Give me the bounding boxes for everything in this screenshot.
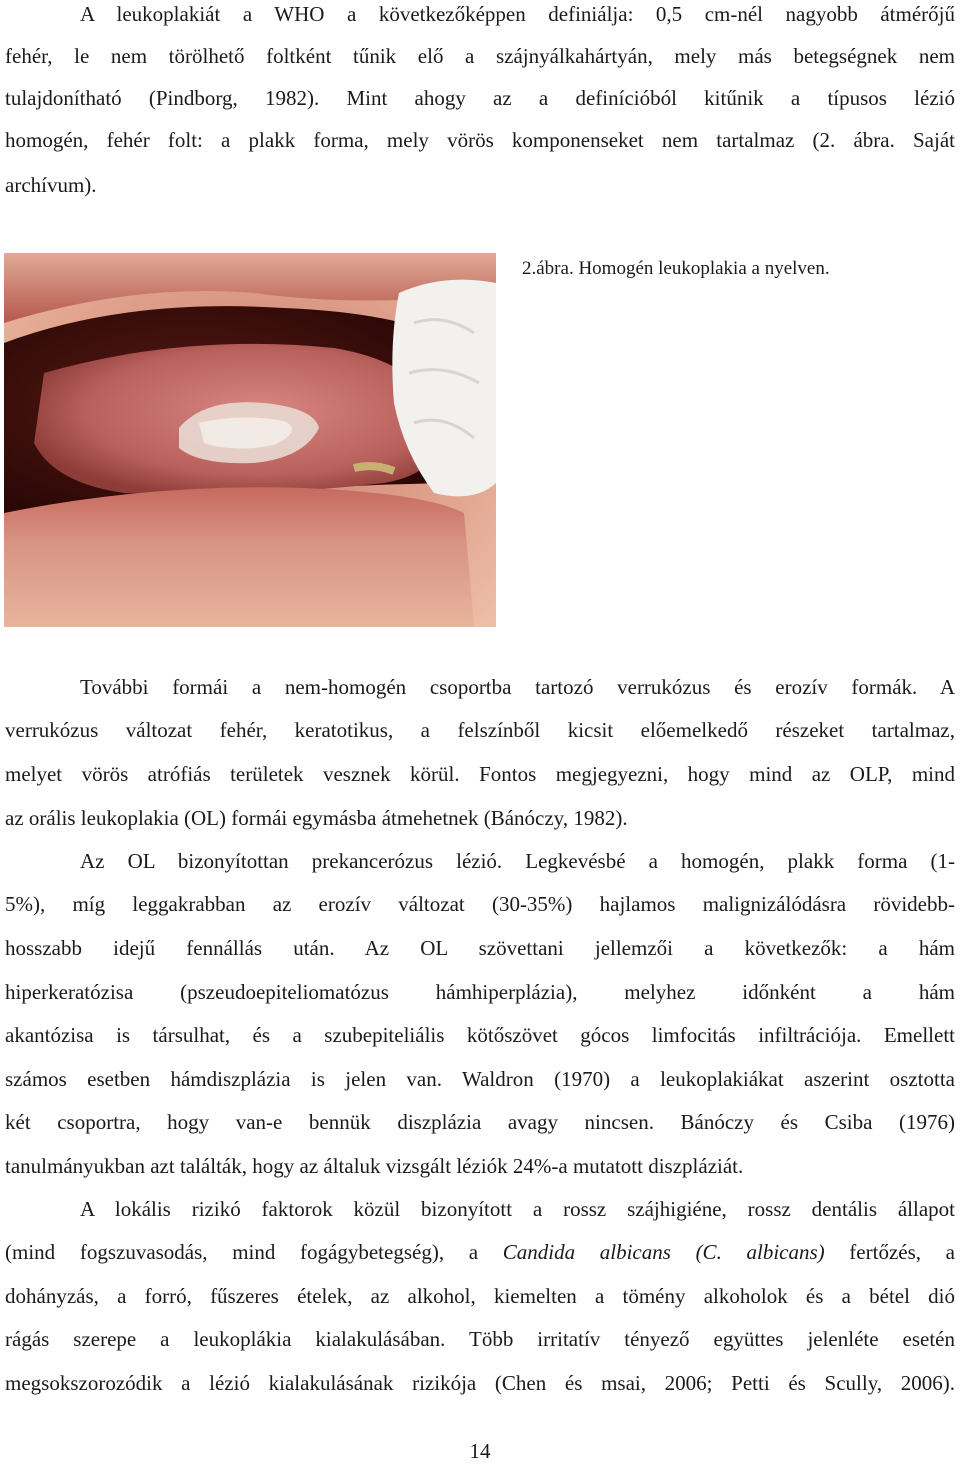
paragraph3-line: akantózisa is társulhat, és a szubepiteliális kötőszövet gócos limfocitás infiltrációja. Emellett <box>5 1023 955 1047</box>
paragraph2-line: További formái a nem-homogén csoportba tartozó verrukózus és erozív formák. A <box>80 675 955 699</box>
paragraph1-line: fehér, le nem törölhető foltként tűnik elő a szájnyálkahártyán, mely más betegségnek nem <box>5 44 955 68</box>
paragraph2-line: az orális leukoplakia (OL) formái egymásba átmehetnek (Bánóczy, 1982). <box>5 806 628 830</box>
paragraph3-line: hosszabb idejű fennállás után. Az OL szövettani jellemzői a következők: a hám <box>5 936 955 960</box>
paragraph3-line: tanulmányukban azt találták, hogy az általuk vizsgált léziók 24%-a mutatott diszpláziát. <box>5 1154 744 1178</box>
paragraph3-line: számos esetben hámdiszplázia is jelen van. Waldron (1970) a leukoplakiákat aszerint osztotta <box>5 1067 955 1091</box>
paragraph3-line: két csoportra, hogy van-e bennük diszplázia avagy nincsen. Bánóczy és Csiba (1976) <box>5 1110 955 1134</box>
figure-photo-leukoplakia <box>4 253 496 627</box>
paragraph4-text: fertőzés, a <box>824 1240 955 1264</box>
mouth-photo <box>4 253 496 627</box>
paragraph4-line: A lokális rizikó faktorok közül bizonyított a rossz szájhigiéne, rossz dentális állapot <box>80 1197 955 1221</box>
paragraph4-text: (mind fogszuvasodás, mind fogágybetegség), a <box>5 1240 503 1264</box>
paragraph3-line: 5%), míg leggakrabban az erozív változat (30-35%) hajlamos malignizálódásra rövidebb- <box>5 892 955 916</box>
paragraph2-line: verrukózus változat fehér, keratotikus, a felszínből kicsit előemelkedő részeket tartalmaz, <box>5 718 955 742</box>
paragraph1-line: tulajdonítható (Pindborg, 1982). Mint ahogy az a definícióból kitűnik a típusos lézió <box>5 86 955 110</box>
paragraph3-line: hiperkeratózisa (pszeudoepiteliomatózus hámhiperplázia), melyhez időnként a hám <box>5 980 955 1004</box>
paragraph4-line: dohányzás, a forró, fűszeres ételek, az alkohol, kiemelten a tömény alkoholok és a bétel dió <box>5 1284 955 1308</box>
page-number: 14 <box>469 1439 491 1463</box>
paragraph4-line: rágás szerepe a leukoplákia kialakulásában. Több irritatív tényező együttes jelenléte esetén <box>5 1327 955 1351</box>
paragraph4-line: megsokszorozódik a lézió kialakulásának rizikója (Chen és msai, 2006; Petti és Scully, 2006). <box>5 1371 955 1395</box>
paragraph1-line: archívum). <box>5 173 97 197</box>
figure-caption: 2.ábra. Homogén leukoplakia a nyelven. <box>522 258 830 279</box>
paragraph1-line: homogén, fehér folt: a plakk forma, mely vörös komponenseket nem tartalmaz (2. ábra. Saját <box>5 128 955 152</box>
paragraph2-line: melyet vörös atrófiás területek vesznek körül. Fontos megjegyezni, hogy mind az OLP, mind <box>5 762 955 786</box>
paragraph3-line: Az OL bizonyítottan prekancerózus lézió. Legkevésbé a homogén, plakk forma (1- <box>80 849 955 873</box>
paragraph1-line: A leukoplakiát a WHO a következőképpen definiálja: 0,5 cm-nél nagyobb átmérőjű <box>80 2 955 26</box>
paragraph4-line <box>5 1238 955 1266</box>
species-name-italic: Candida albicans (C. albicans) <box>502 1240 825 1264</box>
